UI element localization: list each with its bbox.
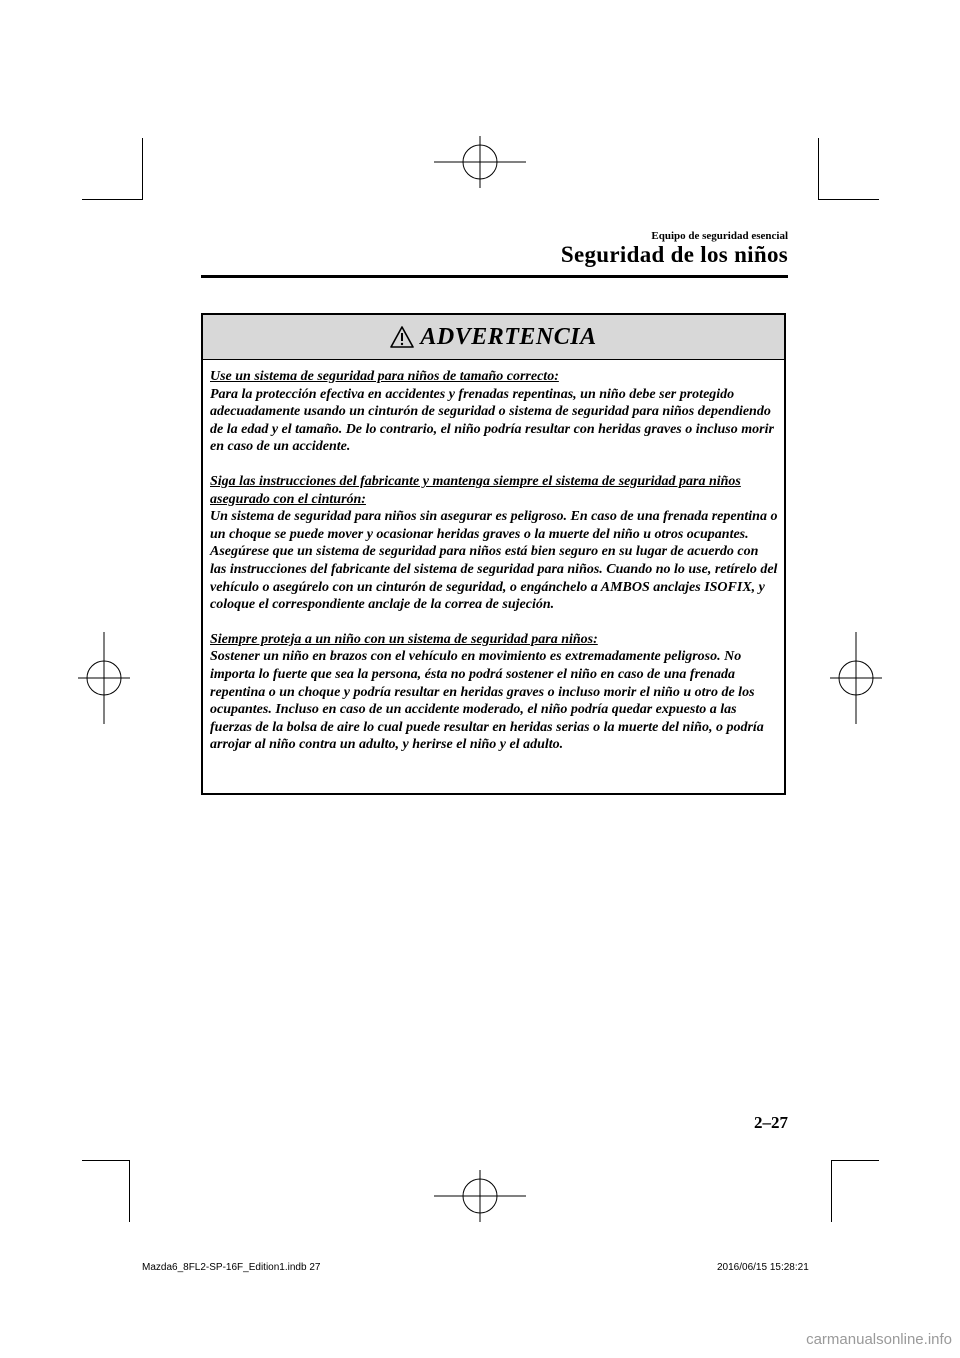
crop-mark xyxy=(831,1160,879,1161)
watermark: carmanualsonline.info xyxy=(806,1331,952,1348)
paragraph-heading: Siga las instrucciones del fabricante y mantenga siempre el sistema de seguridad para niños asegurado con el cinturón: xyxy=(210,473,741,507)
footer-file-name: Mazda6_8FL2-SP-16F_Edition1.indb 27 xyxy=(142,1262,321,1273)
registration-mark-icon xyxy=(78,632,130,724)
footer-timestamp: 2016/06/15 15:28:21 xyxy=(717,1262,809,1273)
header-divider xyxy=(201,275,788,278)
warning-paragraph xyxy=(210,473,778,614)
paragraph-text: Para la protección efectiva en accidentes y frenadas repentinas, un niño debe ser protegido adecuadamente usando un cinturón de seguridad o sistema de seguridad para niños dependiendo de la edad y el tamaño. De lo contrario, el niño podría resultar con heridas graves o incluso morir en caso de un accidente. xyxy=(210,386,774,455)
crop-mark xyxy=(129,1160,130,1222)
page-number: 2–27 xyxy=(754,1113,788,1132)
page-title: Seguridad de los niños xyxy=(560,242,788,267)
warning-paragraph xyxy=(210,368,778,456)
crop-mark xyxy=(82,1160,130,1161)
paragraph-heading: Siempre proteja a un niño con un sistema de seguridad para niños: xyxy=(210,631,598,647)
crop-mark xyxy=(818,199,879,200)
warning-title: ADVERTENCIA xyxy=(420,323,597,350)
warning-triangle-icon xyxy=(390,326,414,348)
paragraph-text: Sostener un niño en brazos con el vehículo en movimiento es extremadamente peligroso. No importa lo fuerte que sea la persona, ésta no podrá sostener el niño en caso de una frenada repentina o un choque y podría resultar en heridas graves o incluso morir el niño u otro de los ocupantes. Incluso en caso de un accidente moderado, el niño podría quedar expuesto a las fuerzas de la bolsa de aire lo cual puede resultar en heridas serias o la muerte del niño, o podría arrojar al niño contra un adulto, y herirse el niño y el adulto. xyxy=(210,649,764,753)
crop-mark xyxy=(818,138,819,200)
paragraph-text: Un sistema de seguridad para niños sin asegurar es peligroso. En caso de una frenada repentina o un choque se puede mover y ocasionar heridas graves o la muerte del niño u otros ocupantes. Asegúrese que un sistema de seguridad para niños está bien seguro en su lugar de acuerdo con las instrucciones del fabricante del sistema de seguridad para niños. Cuando no lo use, retírelo del vehículo o asegúrelo con un cinturón de seguridad, o engánchelo a AMBOS anclajes ISOFIX, y coloque el correspondiente anclaje de la correa de sujeción. xyxy=(210,509,778,613)
section-label: Equipo de seguridad esencial xyxy=(651,230,788,242)
crop-mark xyxy=(82,199,143,200)
warning-header xyxy=(203,315,784,360)
warning-paragraph xyxy=(210,631,778,754)
warning-box xyxy=(201,313,786,795)
crop-mark xyxy=(831,1160,832,1222)
registration-mark-icon xyxy=(434,1170,526,1222)
warning-body xyxy=(203,360,784,754)
crop-mark xyxy=(142,138,143,200)
paragraph-heading: Use un sistema de seguridad para niños de tamaño correcto: xyxy=(210,369,559,384)
registration-mark-icon xyxy=(830,632,882,724)
registration-mark-icon xyxy=(434,136,526,188)
